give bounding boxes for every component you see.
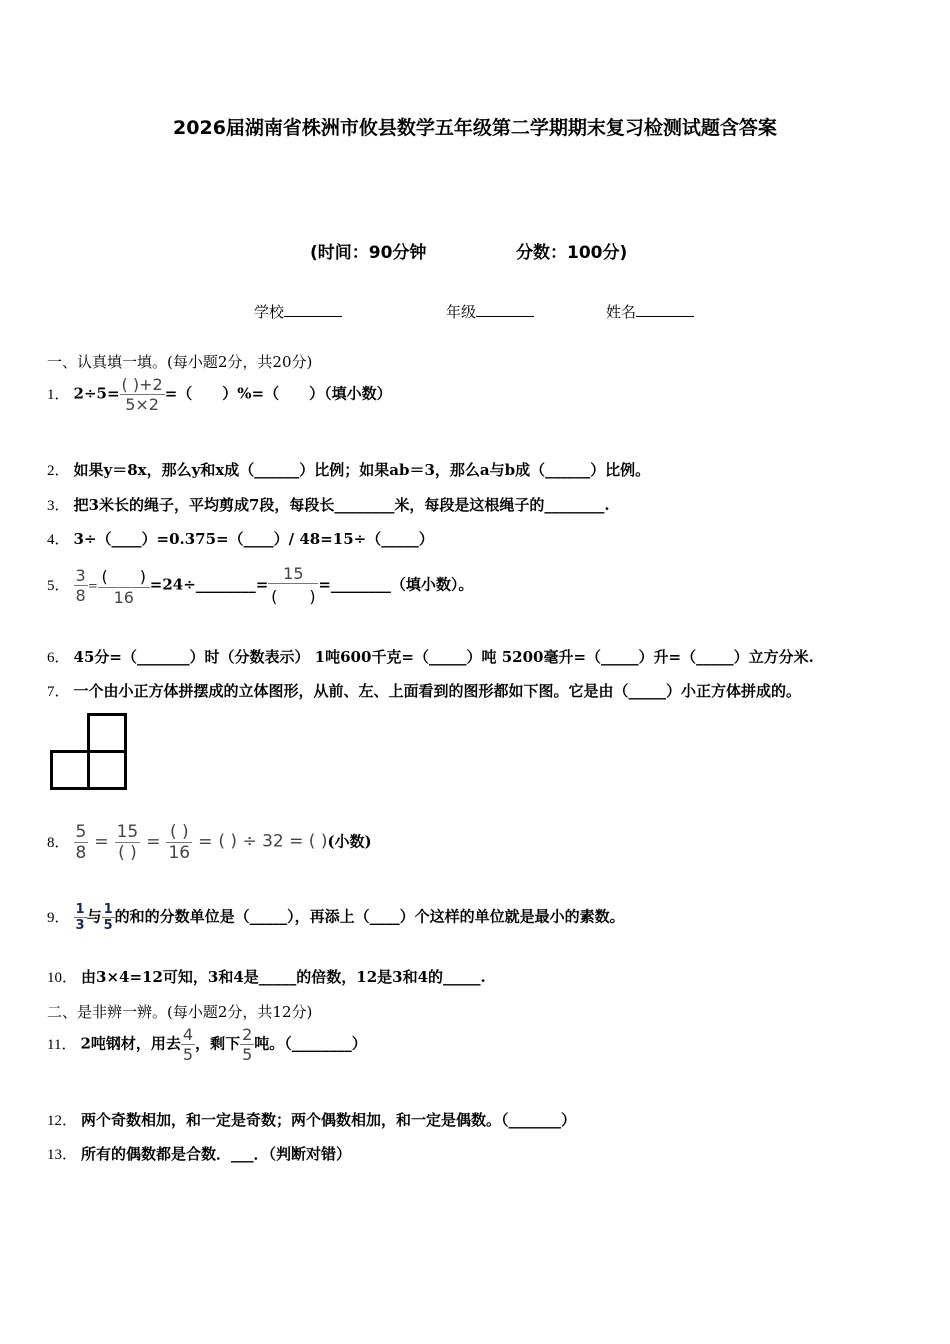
q9-f1-numerator: 1 (75, 902, 85, 917)
question-number: 2． (47, 463, 70, 479)
q3-text: 把3米长的绳子，平均剪成7段，每段长________米，每段是这根绳子的________. (73, 496, 610, 514)
question-12 (47, 1109, 576, 1130)
q8-rest: ( ) ÷ 32 = ( ) (218, 831, 328, 852)
exam-score: 分数：100分) (516, 243, 628, 263)
q8-f3-numerator: ( ) (166, 822, 192, 843)
q5-fraction-1 (74, 566, 88, 605)
school-blank (284, 302, 342, 317)
q5-fraction-3 (268, 564, 318, 607)
q11-fraction-2 (240, 1025, 254, 1064)
q5-f1-numerator: 3 (75, 566, 86, 585)
q5-f3-denominator: ( ) (271, 587, 316, 606)
name-label: 姓名 (606, 303, 637, 321)
question-number: 7． (47, 684, 70, 700)
q8-f1-numerator: 5 (75, 822, 87, 842)
question-9 (47, 902, 625, 933)
question-6 (47, 646, 814, 667)
question-number: 4． (47, 532, 70, 548)
q2-text: 如果y＝8x，那么y和x成（______）比例；如果ab＝3，那么a与b成（______）比例。 (73, 461, 651, 479)
question-number: 6． (47, 650, 70, 666)
q1-tail: =（ ）%=（ ）（填小数） (164, 384, 392, 403)
cube-bottom-right (87, 750, 127, 790)
q10-text: 由3×4=12可知，3和4是_____的倍数，12是3和4的_____. (81, 968, 486, 986)
q8-fraction-1 (74, 822, 89, 863)
q5-f2-denominator: 16 (113, 588, 134, 607)
question-10 (47, 966, 486, 987)
q9-f1-denominator: 3 (75, 918, 85, 933)
q11-f1-numerator: 4 (182, 1025, 194, 1044)
q9-and: 与 (86, 907, 102, 926)
q6-text: 45分=（_______）时（分数表示） 1吨600千克=（_____）吨 5200毫升=（_____）升=（_____）立方分米. (73, 648, 814, 666)
q8-equals-2: = (146, 831, 161, 852)
exam-time: (时间：90分钟 (310, 243, 427, 263)
q9-fraction-1 (74, 902, 87, 933)
q11-middle: ，剩下 (195, 1034, 241, 1053)
question-number: 3． (47, 498, 70, 514)
q5-fraction-2 (98, 564, 150, 607)
cube-bottom-left (50, 750, 90, 790)
q1-lead: 2÷5= (73, 384, 120, 403)
question-4 (47, 528, 434, 549)
q11-f1-denominator: 5 (182, 1045, 194, 1064)
q13-text: 所有的偶数都是合数．___．（判断对错） (81, 1145, 352, 1163)
question-number: 1． (47, 386, 70, 403)
question-number: 10． (47, 970, 78, 986)
school-field (254, 301, 342, 322)
q8-f3-denominator: 16 (168, 843, 191, 863)
question-2 (47, 459, 650, 480)
school-label: 学校 (254, 303, 285, 321)
grade-blank (476, 302, 534, 317)
q8-equals-1: = (94, 831, 109, 852)
question-5 (47, 564, 473, 607)
question-13 (47, 1143, 351, 1164)
q5-f2-numerator: ( ) (98, 564, 150, 588)
q5-f3-numerator: 15 (268, 564, 318, 584)
q8-equals-3: = (198, 831, 213, 852)
question-number: 12． (47, 1113, 78, 1129)
section-2-heading: 二、是非辨一辨。(每小题2分，共12分) (47, 1003, 313, 1021)
q5-middle: =24÷________= (149, 575, 269, 594)
q12-text: 两个奇数相加，和一定是奇数；两个偶数相加，和一定是偶数。（_______） (81, 1111, 577, 1129)
q8-tail: (小数) (327, 832, 372, 851)
q1-fraction-denominator: 5×2 (125, 395, 159, 414)
q11-f2-numerator: 2 (242, 1025, 253, 1044)
question-number: 5． (47, 577, 70, 594)
q9-f2-denominator: 5 (103, 918, 113, 933)
q5-equals: = (87, 578, 98, 593)
q5-f1-denominator: 8 (75, 586, 86, 605)
q8-f2-numerator: 15 (116, 822, 139, 842)
q1-fraction-numerator: ( )+2 (121, 375, 163, 394)
question-number: 9． (47, 909, 70, 926)
section-1-heading: 一、认真填一填。(每小题2分，共20分) (47, 353, 313, 371)
q8-fraction-3 (166, 822, 192, 863)
question-7 (47, 680, 801, 701)
q11-f2-denominator: 5 (242, 1045, 253, 1064)
question-number: 8． (47, 834, 70, 851)
question-8 (47, 822, 372, 863)
q5-tail: =________（填小数）。 (318, 575, 474, 594)
q11-fraction-1 (181, 1025, 195, 1064)
q9-text: 的和的分数单位是（_____），再添上（____）个这样的单位就是最小的素数。 (114, 907, 625, 926)
question-number: 11． (47, 1036, 77, 1053)
cube-top (87, 713, 127, 753)
q8-f2-denominator: ( ) (118, 843, 137, 863)
question-3 (47, 494, 610, 515)
name-field (606, 301, 694, 322)
q7-text: 一个由小正方体拼摆成的立体图形，从前、左、上面看到的图形都如下图。它是由（_____）小正方体拼成的。 (73, 682, 802, 700)
grade-field (446, 301, 534, 322)
q9-fraction-2 (102, 902, 115, 933)
q4-text: 3÷（____）=0.375=（____）/ 48=15÷（_____） (73, 530, 434, 548)
q8-f1-denominator: 8 (75, 843, 87, 863)
q1-fraction (120, 375, 165, 414)
question-1 (47, 375, 392, 414)
q11-tail: 吨。（________） (254, 1034, 367, 1053)
q11-lead: 2吨钢材，用去 (80, 1034, 181, 1053)
name-blank (636, 302, 694, 317)
q9-f2-numerator: 1 (103, 902, 113, 917)
question-11 (47, 1025, 367, 1064)
q8-fraction-2 (115, 822, 141, 863)
question-number: 13． (47, 1147, 78, 1163)
grade-label: 年级 (446, 303, 477, 321)
page-title: 2026届湖南省株洲市攸县数学五年级第二学期期末复习检测试题含答案 (173, 117, 777, 139)
